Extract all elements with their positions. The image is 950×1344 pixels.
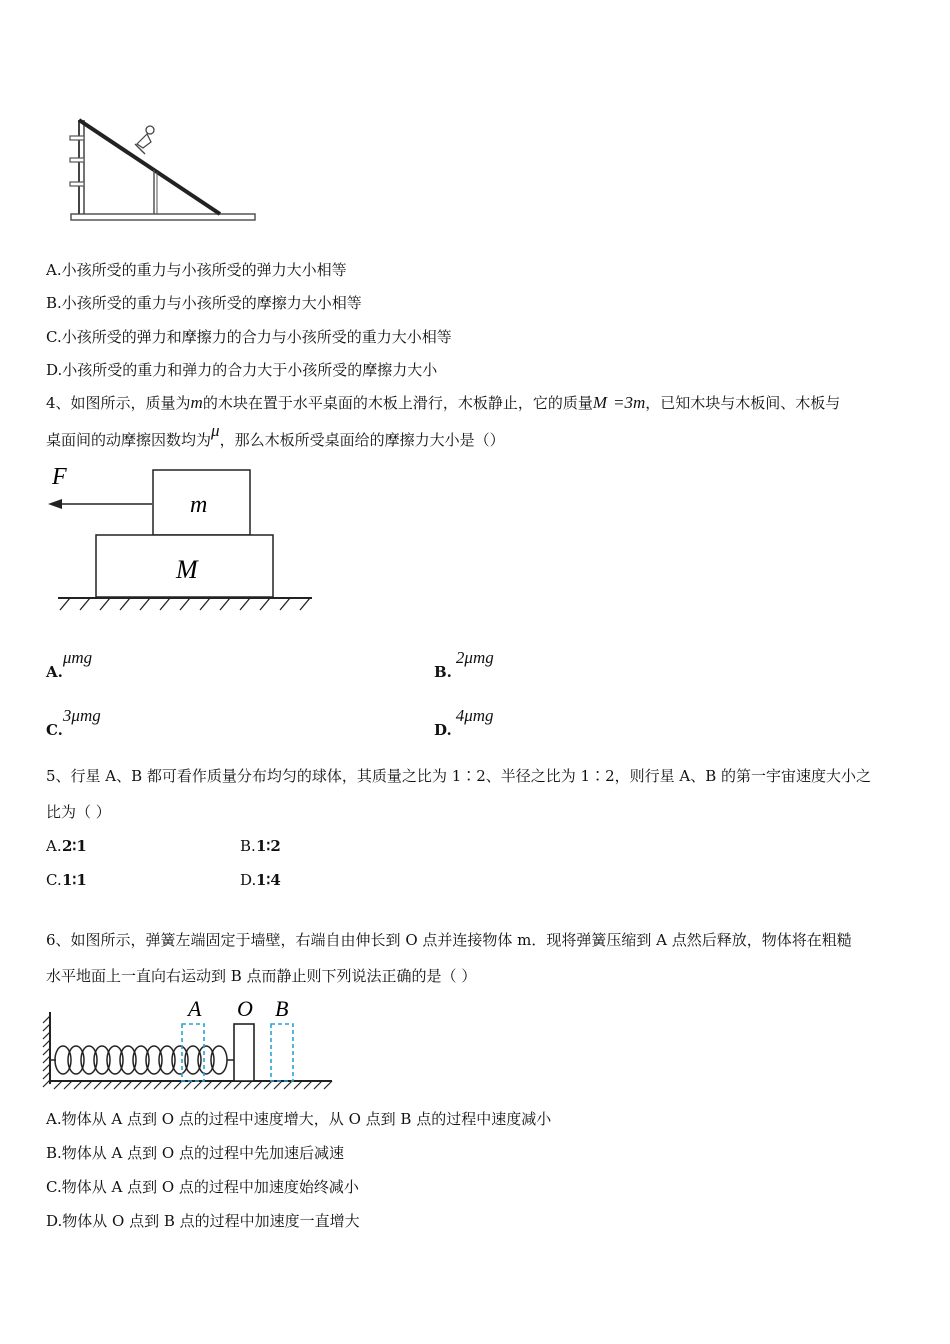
force-label: F bbox=[52, 464, 67, 490]
q4-stem-text: 的木块在置于水平桌面的木板上滑行，木板静止，它的质量 bbox=[202, 394, 593, 412]
choice-value: μmg bbox=[62, 648, 93, 667]
q6-option-c: C.物体从 A 点到 O 点的过程中加速度始终减小 bbox=[46, 1178, 359, 1196]
q6-option-a: A.物体从 A 点到 O 点的过程中速度增大，从 O 点到 B 点的过程中速度减小 bbox=[46, 1110, 552, 1128]
choice-value: 3μmg bbox=[62, 706, 101, 725]
q4-stem-line-1 bbox=[46, 393, 840, 413]
choice-letter: A. bbox=[46, 663, 63, 681]
label-o: O bbox=[237, 996, 253, 1021]
q5-choice-d: D. bbox=[240, 871, 257, 889]
q4-stem-text: 4、如图所示，质量为 bbox=[46, 394, 191, 412]
q5-stem-line-1: 5、行星 A、B 都可看作质量分布均匀的球体，其质量之比为 1∶2、半径之比为 1∶2，则行星 A、B 的第一宇宙速度大小之 bbox=[46, 767, 872, 785]
block-label: m bbox=[190, 492, 208, 518]
spring-figure bbox=[40, 994, 336, 1094]
q4-stem-text: ，已知木块与木板间、木板与 bbox=[645, 394, 841, 412]
q4-choice-a bbox=[46, 648, 93, 681]
choice-value: 2μmg bbox=[455, 648, 494, 667]
q5-stem-line-2: 比为（ ） bbox=[46, 803, 111, 821]
q4-var-mu: μ bbox=[211, 421, 220, 440]
q5-choice-b: B. bbox=[240, 837, 256, 855]
board-label: M bbox=[176, 555, 198, 584]
q4-choice-b bbox=[434, 648, 494, 681]
choice-letter: C. bbox=[46, 721, 63, 739]
q4-equation: =3m bbox=[613, 393, 646, 412]
q3-option-a: A.小孩所受的重力与小孩所受的弹力大小相等 bbox=[46, 261, 347, 279]
q6-option-b: B.物体从 A 点到 O 点的过程中先加速后减速 bbox=[46, 1144, 344, 1162]
q6-stem-line-2: 水平地面上一直向右运动到 B 点而静止则下列说法正确的是（ ） bbox=[46, 967, 477, 985]
q4-choice-d bbox=[434, 706, 494, 739]
q4-choice-c bbox=[46, 706, 101, 739]
q5-choice-a-value: 2∶1 bbox=[62, 837, 87, 855]
slide-figure bbox=[55, 98, 265, 228]
q5-choice-c: C. bbox=[46, 871, 62, 889]
q6-option-d: D.物体从 O 点到 B 点的过程中加速度一直增大 bbox=[46, 1212, 360, 1230]
q4-stem-text: ，那么木板所受桌面给的摩擦力大小是（） bbox=[219, 431, 505, 449]
q4-stem-text: 桌面间的动摩擦因数均为 bbox=[46, 431, 212, 449]
choice-value: 4μmg bbox=[455, 706, 494, 725]
q4-stem-line-2 bbox=[46, 421, 505, 450]
q3-option-b: B.小孩所受的重力与小孩所受的摩擦力大小相等 bbox=[46, 294, 362, 312]
label-a: A bbox=[188, 996, 202, 1021]
q5-choice-b-value: 1∶2 bbox=[256, 837, 281, 855]
q6-stem-line-1: 6、如图所示，弹簧左端固定于墙壁，右端自由伸长到 O 点并连接物体 m．现将弹簧压缩到 A 点然后释放，物体将在粗糙 bbox=[46, 931, 852, 949]
choice-letter: D. bbox=[434, 721, 452, 739]
choice-letter: B. bbox=[434, 663, 452, 681]
q5-choice-c-value: 1∶1 bbox=[62, 871, 87, 889]
q4-var-m: m bbox=[190, 393, 203, 412]
q3-option-d: D.小孩所受的重力和弹力的合力大于小孩所受的摩擦力大小 bbox=[46, 361, 438, 379]
q4-var-M: M bbox=[592, 393, 608, 412]
q5-choice-d-value: 1∶4 bbox=[256, 871, 281, 889]
q5-choice-a: A. bbox=[46, 837, 62, 855]
block-board-figure bbox=[40, 460, 320, 620]
q3-option-c: C.小孩所受的弹力和摩擦力的合力与小孩所受的重力大小相等 bbox=[46, 328, 452, 346]
label-b: B bbox=[275, 996, 289, 1021]
